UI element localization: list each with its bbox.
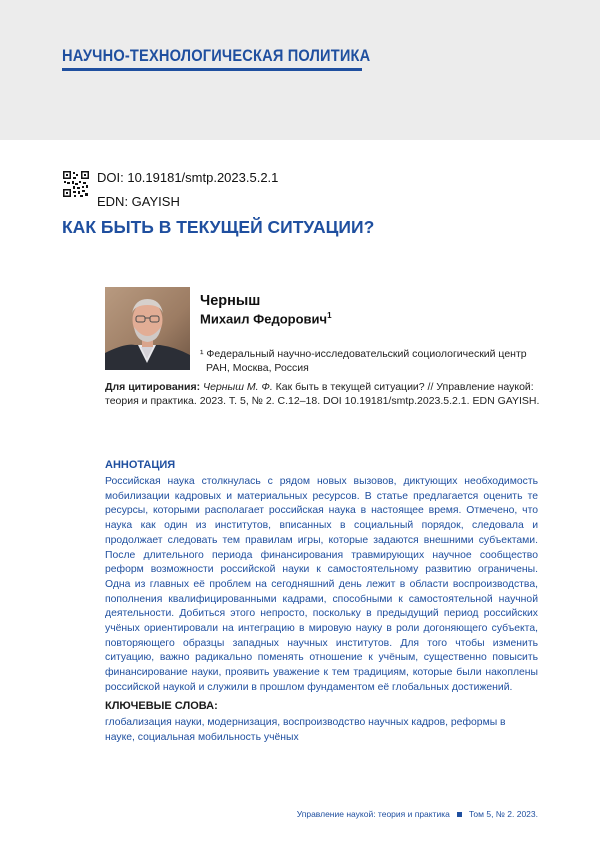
author-affil-mark: 1 [327, 311, 332, 320]
author-surname: Черныш [200, 293, 261, 309]
author-photo [105, 287, 190, 370]
abstract-text: Российская наука столкнулась с рядом новых вызовов, диктующих необходимость мобилизации кадровых и материальных ресурсов. В статье предлагается оценить те ресурсы, которыми располагает российская наука в настоящее время. Отмечено, что наука как один из институтов, вписанных в социальный порядок, следовала и продолжает следовать тем правилам игры, которые задаются внешними субъектами. После длительного периода финансирования травмирующих научное сообщество реформ возможности российской науки к самостоятельному развитию ограничены. Одна из главных её проблем на сегодняшний день лежит в области воспроизводства, пополнения квалифицированными кадрами, способными к самостоятельной научной деятельности. Добиться этого непросто, поскольку в предыдущий период российских учёных ориентировали на интеграцию в мировую науку в роли догоняющего субъекта, повторяющего образцы западных научных институтов. Для того чтобы изменить ситуацию, важно радикально поменять отношение к учёным, существенно повысить финансирование науки, проявить уважение к тем традициям, которые были накоплены российской наукой и служили в прошлом фундаментом её глобальных достижений. [105, 476, 538, 693]
keywords-text: глобализация науки, модернизация, воспроизводство научных кадров, реформы в науке, социальная мобильность учёных [105, 717, 506, 743]
citation [105, 380, 545, 408]
abstract-heading: АННОТАЦИЯ [105, 459, 176, 471]
citation-text: Как быть в текущей ситуации? // Управление наукой: теория и практика. 2023. Т. 5, № 2. С.12–18. DOI 10.19181/smtp.2023.5.2.1. EDN GAYISH. [105, 381, 540, 407]
footer-issue: Том 5, № 2. 2023. [468, 809, 538, 819]
author-name [200, 311, 332, 326]
page-footer [297, 809, 538, 819]
affiliation-line-1: ¹ Федеральный научно-исследовательский социологический центр [200, 348, 527, 360]
doi: DOI: 10.19181/smtp.2023.5.2.1 [97, 170, 279, 185]
edn: EDN: GAYISH [97, 194, 180, 209]
citation-label: Для цитирования: [105, 381, 201, 393]
citation-author: Черныш М. Ф. [203, 381, 273, 393]
footer-separator [457, 812, 462, 817]
affiliation-line-2: РАН, Москва, Россия [206, 361, 309, 374]
footer-journal: Управление наукой: теория и практика [296, 809, 450, 819]
keywords-heading: КЛЮЧЕВЫЕ СЛОВА: [105, 700, 218, 712]
author-affiliation [200, 348, 540, 375]
section-title: НАУЧНО-ТЕХНОЛОГИЧЕСКАЯ ПОЛИТИКА [62, 46, 371, 65]
qr-code-icon [63, 171, 89, 197]
section-title-underline [62, 68, 362, 71]
article-title: КАК БЫТЬ В ТЕКУЩЕЙ СИТУАЦИИ? [62, 217, 375, 237]
author-name-text: Михаил Федорович [200, 311, 328, 327]
